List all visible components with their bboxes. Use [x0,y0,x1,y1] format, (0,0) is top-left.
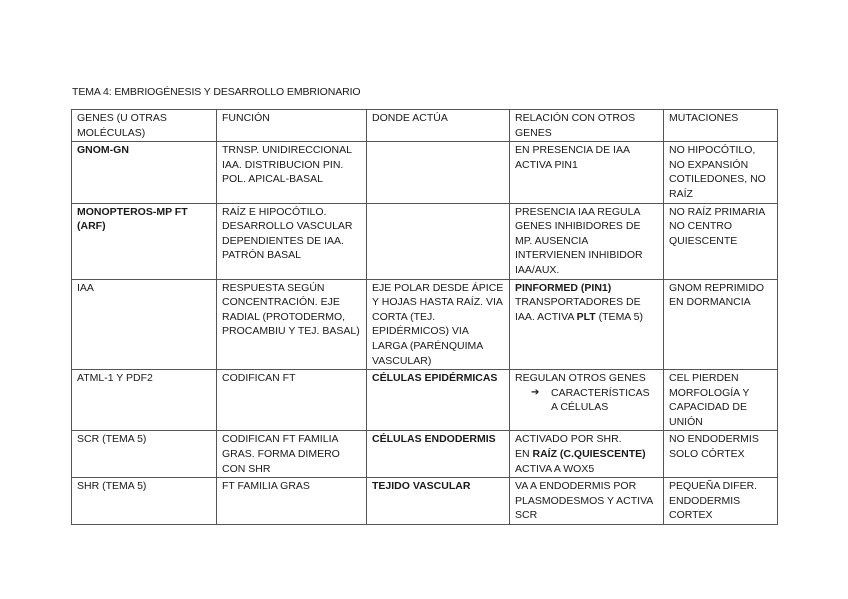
gene-funcion: TRNSP. UNIDIRECCIONAL IAA. DISTRIBUCION PIN. POL. APICAL-BASAL [217,142,367,203]
gene-mutaciones: CEL PIERDEN MORFOLOGÍA Y CAPACIDAD DE UNIÓN [664,370,778,431]
gene-funcion: CODIFICAN FT FAMILIA GRAS. FORMA DIMERO CON SHR [217,431,367,478]
gene-name: GNOM-GN [72,142,217,203]
gene-name: ATML-1 Y PDF2 [72,370,217,431]
gene-relacion [510,370,664,431]
gene-name: SCR (TEMA 5) [72,431,217,478]
relacion-line: ACTIVA A WOX5 [515,462,595,475]
relacion-text: TRANSPORTADORES DE IAA. ACTIVA [515,296,641,323]
genes-table [71,109,778,525]
gene-funcion: FT FAMILIA GRAS [217,478,367,525]
gene-donde: CÉLULAS ENDODERMIS [367,431,510,478]
gene-donde: CÉLULAS EPIDÉRMICAS [367,370,510,431]
gene-name: SHR (TEMA 5) [72,478,217,525]
relacion-line [515,447,658,462]
table-row [72,478,778,525]
gene-donde [367,142,510,203]
gene-mutaciones: NO ENDODERMIS SOLO CÓRTEX [664,431,778,478]
gene-name: MONOPTEROS-MP FT (ARF) [72,203,217,279]
gene-mutaciones: GNOM REPRIMIDO EN DORMANCIA [664,279,778,370]
relacion-line: REGULAN OTROS GENES [515,372,646,385]
arrow-right-icon: ➔ [531,386,540,398]
gene-relacion [510,279,664,370]
table-row [72,203,778,279]
table-row [72,279,778,370]
gene-funcion: CODIFICAN FT [217,370,367,431]
relacion-bold: PINFORMED (PIN1) [515,281,612,294]
table-header-row [72,110,778,142]
gene-relacion: PRESENCIA IAA REGULA GENES INHIBIDORES DE MP. AUSENCIA INTERVIENEN INHIBIDOR IAA/AUX. [510,203,664,279]
table-row [72,431,778,478]
header-funcion: FUNCIÓN [217,110,367,142]
header-mutaciones: MUTACIONES [664,110,778,142]
relacion-bold: RAÍZ (C.QUIESCENTE) [532,448,646,461]
gene-mutaciones: NO HIPOCÓTILO, NO EXPANSIÓN COTILEDONES, NO RAÍZ [664,142,778,203]
relacion-bullet-text: CARACTERÍSTICAS A CÉLULAS [551,386,650,414]
gene-donde [367,203,510,279]
gene-donde: TEJIDO VASCULAR [367,478,510,525]
gene-funcion: RAÍZ E HIPOCÓTILO. DESARROLLO VASCULAR DEPENDIENTES DE IAA. PATRÓN BASAL [217,203,367,279]
table-row [72,370,778,431]
gene-relacion: VA A ENDODERMIS POR PLASMODESMOS Y ACTIVA SCR [510,478,664,525]
relacion-line: ACTIVADO POR SHR. [515,433,622,446]
gene-name: IAA [72,279,217,370]
gene-donde: EJE POLAR DESDE ÁPICE Y HOJAS HASTA RAÍZ. VIA CORTA (TEJ. EPIDÉRMICOS) VIA LARGA (PARÉNQUIMA VASCULAR) [367,279,510,370]
relacion-bullet [515,386,658,415]
header-donde-actua: DONDE ACTÚA [367,110,510,142]
gene-mutaciones: NO RAÍZ PRIMARIA NO CENTRO QUIESCENTE [664,203,778,279]
gene-funcion: RESPUESTA SEGÚN CONCENTRACIÓN. EJE RADIAL (PROTODERMO, PROCAMBIU Y TEJ. BASAL) [217,279,367,370]
gene-relacion: EN PRESENCIA DE IAA ACTIVA PIN1 [510,142,664,203]
header-relacion: RELACIÓN CON OTROS GENES [510,110,664,142]
relacion-bold: PLT [576,310,596,323]
relacion-text: (TEMA 5) [595,310,643,323]
gene-relacion [510,431,664,478]
page-title: TEMA 4: EMBRIOGÉNESIS Y DESARROLLO EMBRIONARIO [72,86,361,98]
gene-mutaciones: PEQUEÑA DIFER. ENDODERMIS CORTEX [664,478,778,525]
header-genes: GENES (U OTRAS MOLÉCULAS) [72,110,217,142]
table-row [72,142,778,203]
relacion-text: EN [515,448,533,461]
